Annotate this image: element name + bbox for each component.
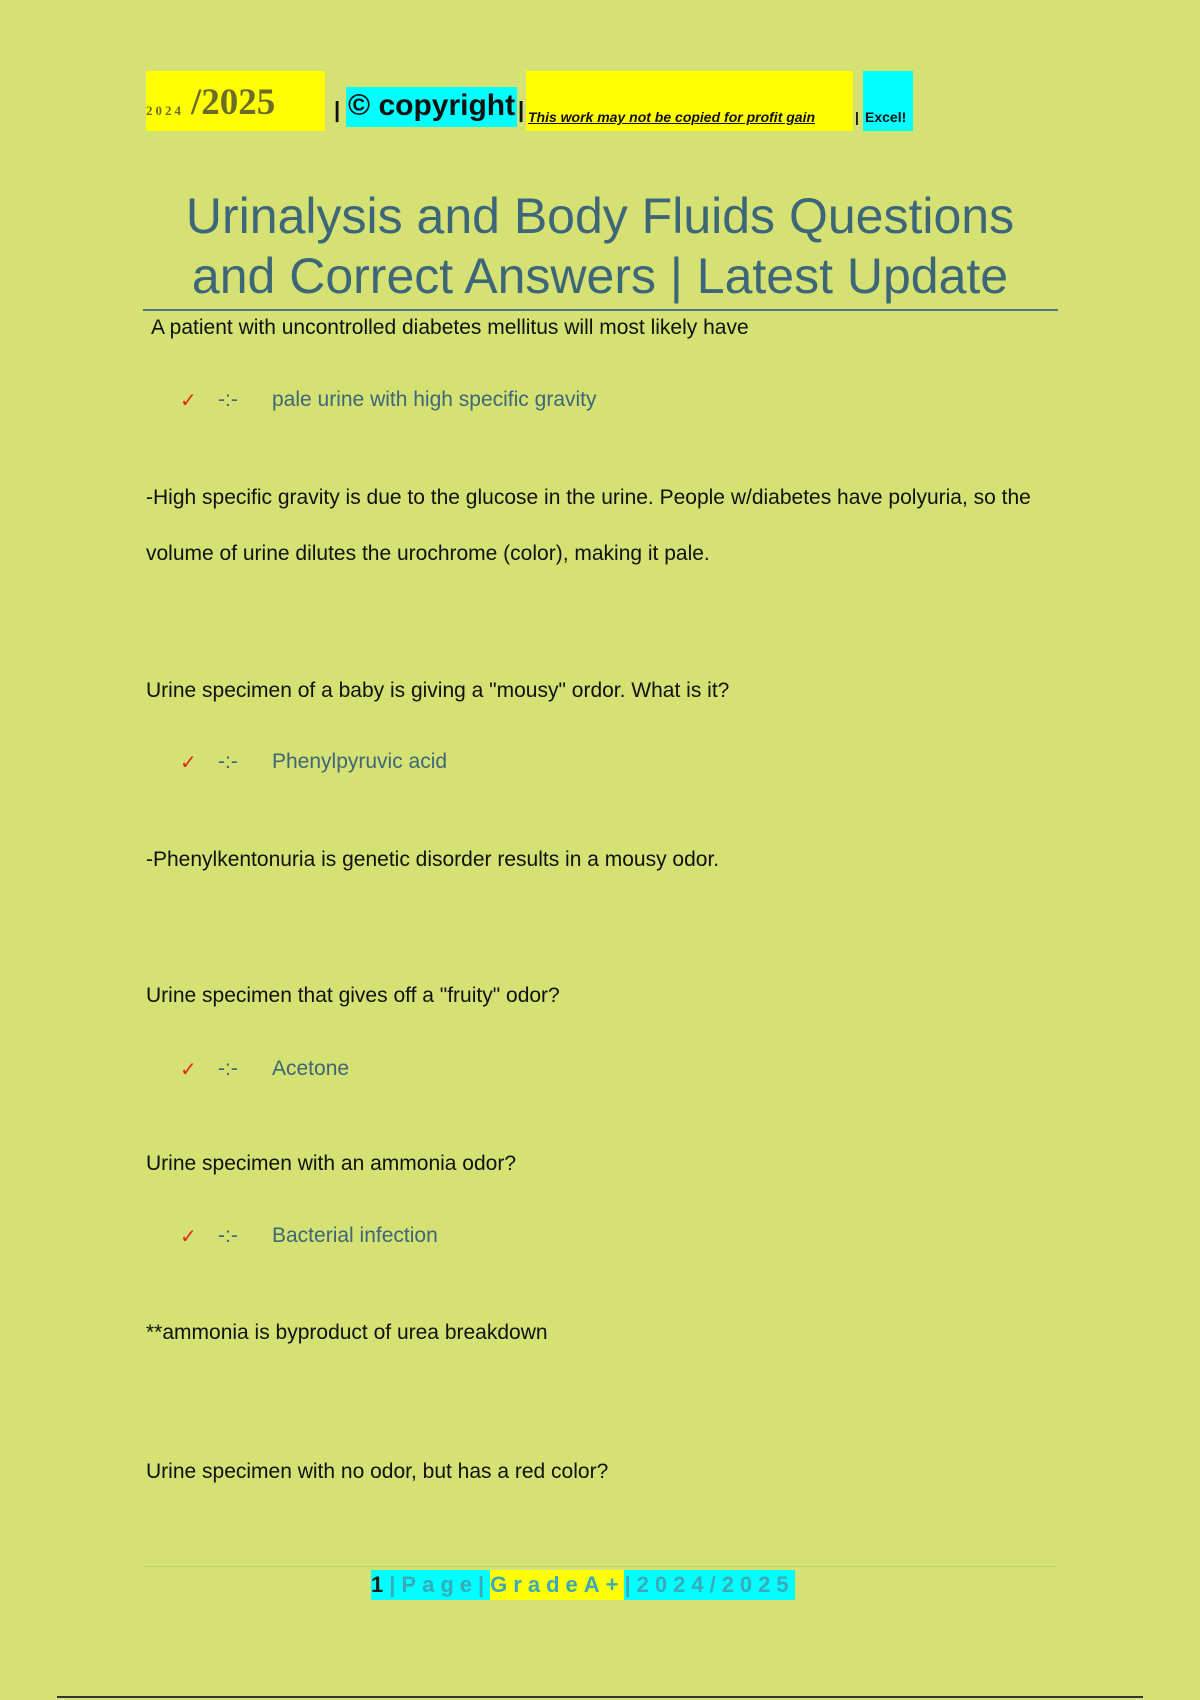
question-text: Urine specimen that gives off a "fruity" odor? — [146, 984, 560, 1007]
year-small: 2024 — [146, 103, 184, 118]
answer-prefix: -:- — [218, 388, 238, 411]
grade-label: GradeA+ — [490, 1570, 624, 1600]
answer-prefix: -:- — [218, 1224, 238, 1247]
page-bottom-border — [57, 1696, 1143, 1698]
answer-text: Bacterial infection — [272, 1224, 438, 1247]
question-text: A patient with uncontrolled diabetes mellitus will most likely have — [151, 316, 749, 339]
page-number: 1 — [371, 1570, 389, 1600]
year-badge — [146, 71, 325, 131]
question-text: Urine specimen with an ammonia odor? — [146, 1152, 517, 1175]
title-divider — [143, 309, 1058, 311]
footer-divider — [143, 1566, 1058, 1567]
answer-text: pale urine with high specific gravity — [272, 388, 597, 411]
header-separator: | — [518, 97, 525, 122]
answer-prefix: -:- — [218, 750, 238, 773]
question-text: Urine specimen with no odor, but has a red color? — [146, 1460, 609, 1483]
year-big: /2025 — [191, 82, 276, 123]
answer-text: Phenylpyruvic acid — [272, 750, 448, 773]
header-separator: | — [334, 97, 341, 122]
check-mark-icon: ✓ — [180, 1226, 197, 1248]
check-mark-icon: ✓ — [180, 752, 197, 774]
copy-notice-text: This work may not be copied for profit gain — [528, 109, 816, 125]
header-banner — [146, 71, 916, 131]
explanation-text: **ammonia is byproduct of urea breakdown — [146, 1321, 548, 1344]
explanation-text: -High specific gravity is due to the glucose in the urine. People w/diabetes have polyuria, so the volume of urine dilutes the urochrome (color), making it pale. — [146, 486, 1031, 565]
copy-notice — [526, 71, 853, 131]
page-label: |Page| — [389, 1570, 490, 1600]
check-mark-icon: ✓ — [180, 1059, 197, 1081]
answer-text: Acetone — [272, 1057, 350, 1080]
excel-badge — [863, 71, 913, 131]
copyright-label: © copyright — [346, 87, 517, 127]
question-text: Urine specimen of a baby is giving a "mousy" ordor. What is it? — [146, 679, 730, 702]
excel-label: Excel! — [865, 109, 907, 125]
header-separator: | — [855, 109, 859, 125]
footer-years: |2024/2025 — [624, 1570, 794, 1600]
page-title: Urinalysis and Body Fluids Questions and Correct Answers | Latest Update — [185, 188, 1015, 304]
page-footer — [371, 1570, 795, 1600]
explanation-text: -Phenylkentonuria is genetic disorder results in a mousy odor. — [146, 848, 720, 871]
answer-prefix: -:- — [218, 1057, 238, 1080]
check-mark-icon: ✓ — [180, 390, 197, 412]
